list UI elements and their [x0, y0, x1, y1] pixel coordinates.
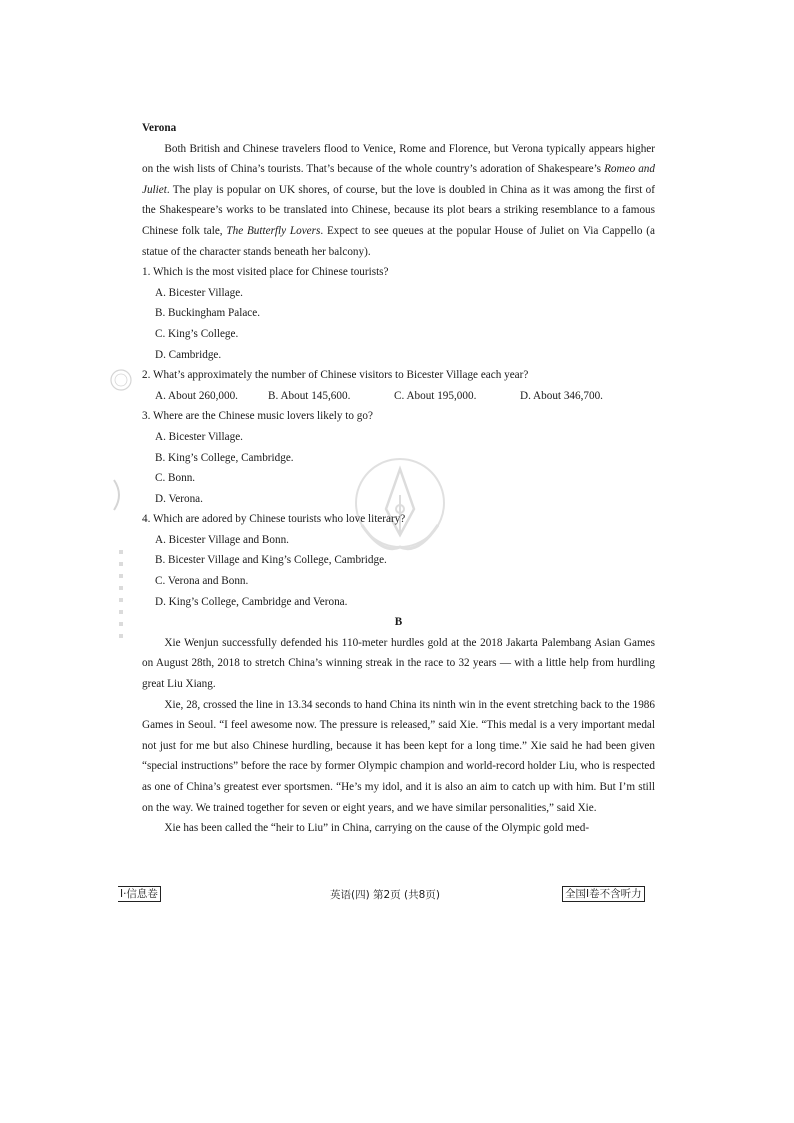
passage-a-work-title: Romeo and Juliet: [142, 163, 655, 196]
question-option: D. About 346,700.: [520, 389, 603, 402]
passage-b-paragraph: Xie, 28, crossed the line in 13.34 seconds to hand China its ninth win in the event stretching back to the 1986 Games in Seoul. “I feel awesome now. The pressure is released,” said Xie. “This medal is a very important medal not just for me but also Chinese hurdling, because it has been kept for a long time.” Xie said he had been given “special instructions” before the race by former Olympic champion and world-record holder Liu, who is respected as one of China’s greatest ever sportsmen. “He’s my idol, and it is also an aim to catch up with him. But I’m still on the way. We trained together for seven or eight years, and we have similar personalities,” said Xie.: [142, 698, 655, 814]
passage-b-paragraph: Xie has been called the “heir to Liu” in China, carrying on the cause of the Olympic gold med-: [164, 822, 590, 835]
question-option: B. King’s College, Cambridge.: [155, 451, 294, 464]
question-option: D. Cambridge.: [155, 348, 222, 361]
question-option: C. Bonn.: [155, 472, 196, 485]
question-option: A. Bicester Village.: [155, 286, 243, 299]
question-stem: 3. Where are the Chinese music lovers likely to go?: [142, 410, 373, 423]
question-option: B. Bicester Village and King’s College, Cambridge.: [155, 554, 387, 567]
question-option: C. King’s College.: [155, 327, 239, 340]
section-title: Verona: [142, 122, 177, 134]
question-stem: 1. Which is the most visited place for Chinese tourists?: [142, 266, 389, 279]
question-option: D. Verona.: [155, 492, 203, 505]
section-b-label: B: [394, 616, 403, 629]
passage-b-paragraph: Xie Wenjun successfully defended his 110-meter hurdles gold at the 2018 Jakarta Palembang Asian Games on August 28th, 2018 to stretch China’s winning streak in the race to 32 years — with a little help from hurdling great Liu Xiang.: [142, 636, 655, 691]
passage-a-text-mid: . The play is popular on UK shores, of course, but the love is doubled in China as it was among the first of the Shakespeare’s works to be translated into Chinese, because its plot bears a striking resemblance to a famous Chinese folk tale,: [142, 183, 655, 237]
question-option: A. Bicester Village and Bonn.: [155, 533, 289, 546]
question-option: C. Verona and Bonn.: [155, 575, 249, 588]
question-stem: 2. What’s approximately the number of Chinese visitors to Bicester Village each year?: [142, 369, 529, 382]
question-option: C. About 195,000.: [394, 389, 477, 402]
page-footer: [0, 886, 794, 904]
side-stamp-mark: [110, 350, 132, 650]
passage-a-folk-title: The Butterfly Lovers: [226, 224, 321, 237]
footer-exam-scope: 全国Ⅰ卷不含听力: [562, 886, 645, 902]
question-option: B. About 145,600.: [268, 389, 351, 402]
question-option: A. Bicester Village.: [155, 430, 243, 443]
question-option: D. King’s College, Cambridge and Verona.: [155, 595, 348, 608]
question-stem: 4. Which are adored by Chinese tourists who love literary?: [142, 513, 406, 526]
passage-a-text-start: Both British and Chinese travelers flood to Venice, Rome and Florence, but Verona typically appears higher on the wish lists of China’s tourists. That’s because of the whole country’s adoration of Shakespeare’s: [142, 142, 655, 176]
question-options-row: [142, 386, 655, 407]
question-option: B. Buckingham Palace.: [155, 307, 261, 320]
passage-a-text-end: . Expect to see queues at the popular House of Juliet on Via Cappello (a statue of the character stands beneath her balcony).: [142, 224, 655, 258]
footer-paper-type: Ⅰ·信息卷: [118, 886, 161, 902]
passage-a-paragraph: [142, 139, 655, 263]
question-option: A. About 260,000.: [155, 389, 238, 402]
exam-page-content: [142, 118, 655, 839]
footer-page-number: 英语(四) 第2页 (共8页): [330, 889, 440, 901]
